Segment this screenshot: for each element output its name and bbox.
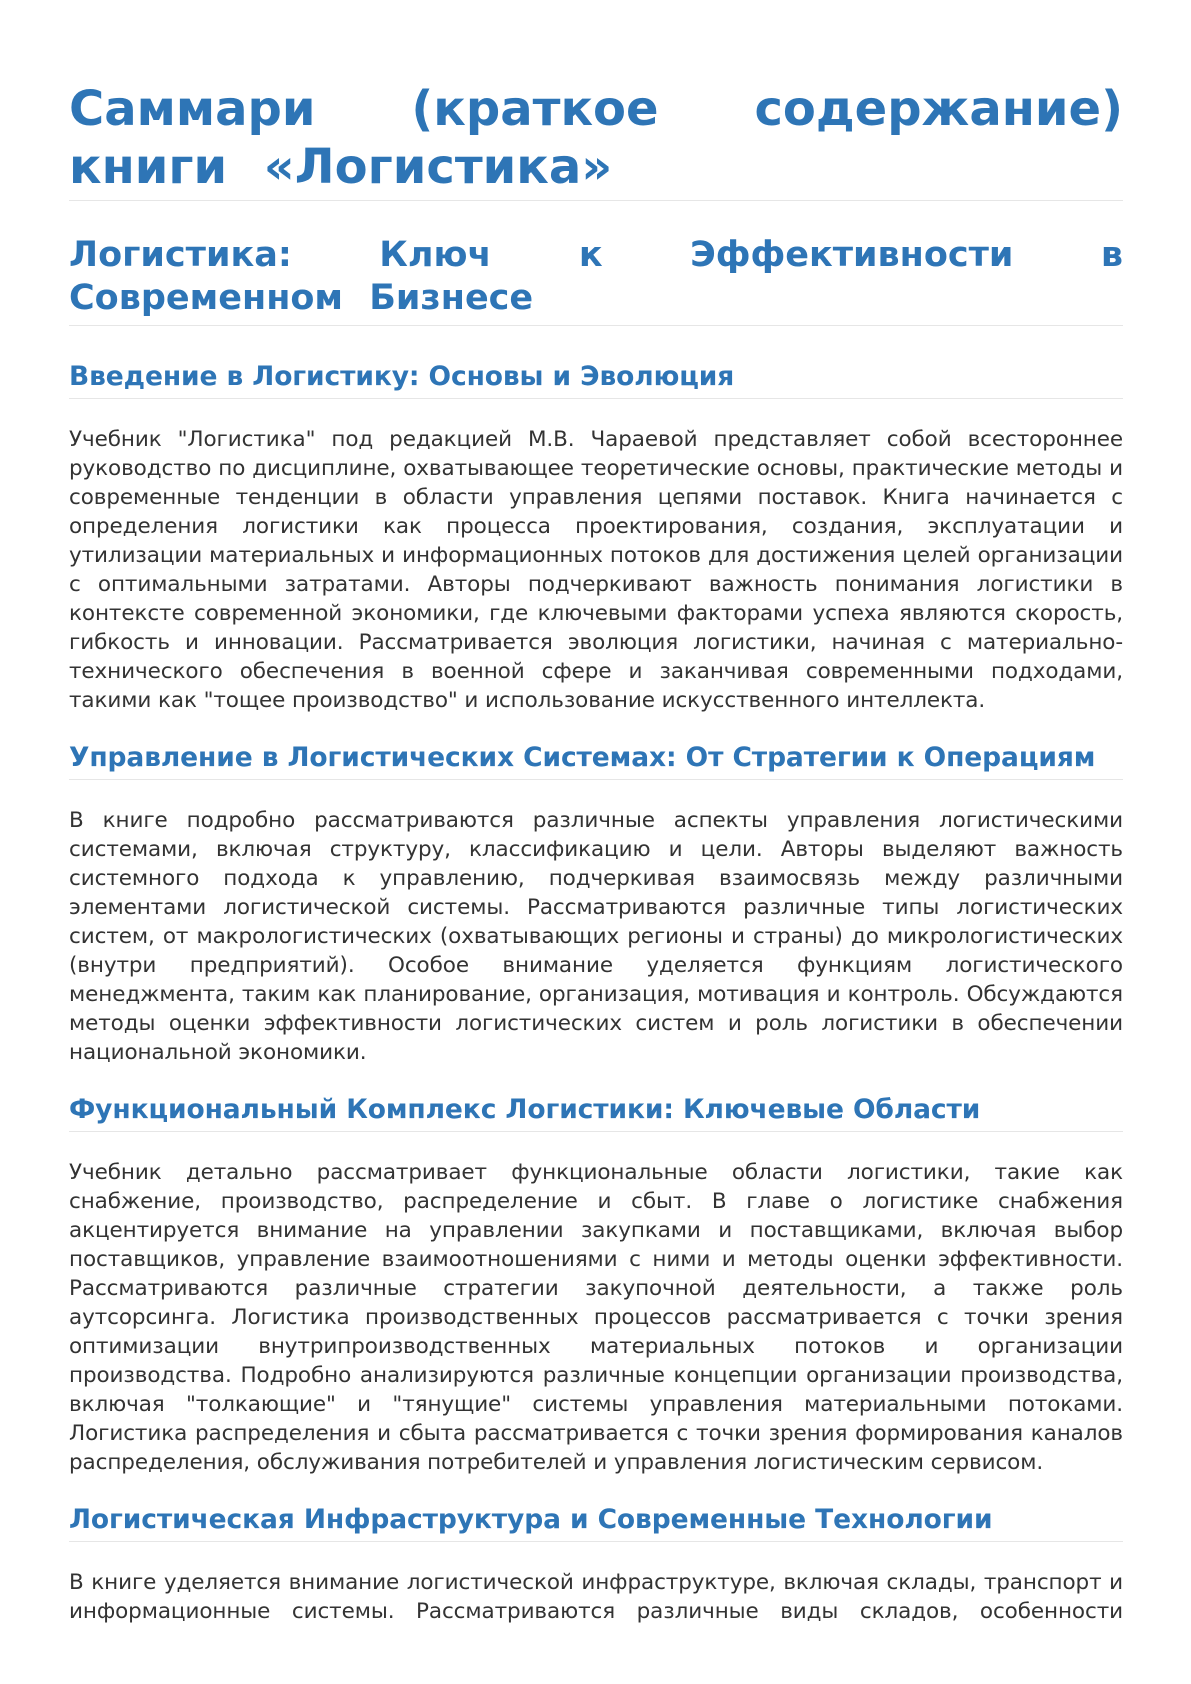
document-page <box>69 80 1123 1652</box>
section-heading: Функциональный Комплекс Логистики: Ключевые Области <box>69 1093 1123 1132</box>
section-paragraph: Учебник детально рассматривает функциональные области логистики, такие как снабжение, производство, распределение и сбыт. В главе о логистике снабжения акцентируется внимание на управлении закупками и поставщиками, включая выбор поставщиков, управление взаимоотношениями с ними и методы оценки эффективности. Рассматриваются различные стратегии закупочной деятельности, а также роль аутсорсинга. Логистика производственных процессов рассматривается с точки зрения оптимизации внутрипроизводственных материальных потоков и организации производства. Подробно анализируются различные концепции организации производства, включая "толкающие" и "тянущие" системы управления материальными потоками. Логистика распределения и сбыта рассматривается с точки зрения формирования каналов распределения, обслуживания потребителей и управления логистическим сервисом. <box>69 1160 1123 1475</box>
section-infrastructure <box>69 1503 1123 1626</box>
section-management <box>69 741 1123 1067</box>
section-functional-complex <box>69 1093 1123 1477</box>
section-heading: Введение в Логистику: Основы и Эволюция <box>69 360 1123 399</box>
section-heading: Управление в Логистических Системах: От Стратегии к Операциям <box>69 741 1123 780</box>
section-heading: Логистическая Инфраструктура и Современные Технологии <box>69 1503 1123 1542</box>
document-title: Саммари (краткое содержание) книги «Логистика» <box>69 80 1123 201</box>
document-subtitle: Логистика: Ключ к Эффективности в Современном Бизнесе <box>69 234 1123 326</box>
section-paragraph: В книге уделяется внимание логистической инфраструктуре, включая склады, транспорт и информационные системы. Рассматриваются различные виды складов, особенности <box>69 1570 1123 1624</box>
section-paragraph: Учебник "Логистика" под редакцией М.В. Чараевой представляет собой всестороннее руководство по дисциплине, охватывающее теоретические основы, практические методы и современные тенденции в области управления цепями поставок. Книга начинается с определения логистики как процесса проектирования, создания, эксплуатации и утилизации материальных и информационных потоков для достижения целей организации с оптимальными затратами. Авторы подчеркивают важность понимания логистики в контексте современной экономики, где ключевыми факторами успеха являются скорость, гибкость и инновации. Рассматривается эволюция логистики, начиная с материально-технического обеспечения в военной сфере и заканчивая современными подходами, такими как "тощее производство" и использование искусственного интеллекта. <box>69 427 1123 713</box>
section-paragraph: В книге подробно рассматриваются различные аспекты управления логистическими системами, включая структуру, классификацию и цели. Авторы выделяют важность системного подхода к управлению, подчеркивая взаимосвязь между различными элементами логистической системы. Рассматриваются различные типы логистических систем, от макрологистических (охватывающих регионы и страны) до микрологистических (внутри предприятий). Особое внимание уделяется функциям логистического менеджмента, таким как планирование, организация, мотивация и контроль. Обсуждаются методы оценки эффективности логистических систем и роль логистики в обеспечении национальной экономики. <box>69 808 1123 1065</box>
section-introduction <box>69 360 1123 715</box>
